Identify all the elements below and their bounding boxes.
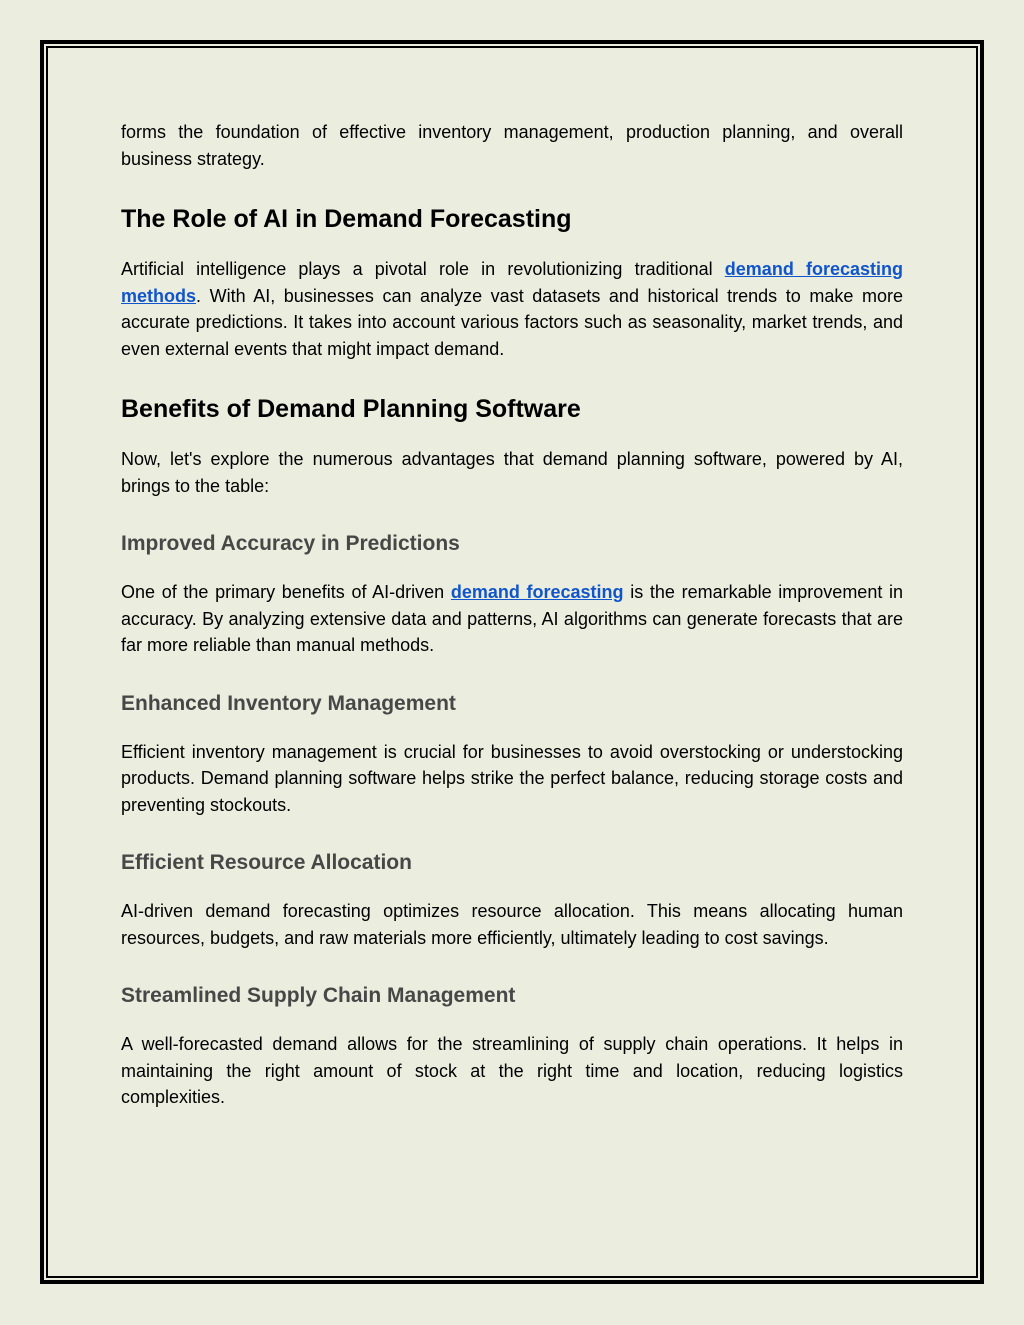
accuracy-text-before-link: One of the primary benefits of AI-driven: [121, 582, 451, 602]
benefits-intro-paragraph: Now, let's explore the numerous advantages that demand planning software, powered by AI, brings to the table:: [121, 449, 903, 496]
role-of-ai-paragraph: [121, 256, 903, 362]
accuracy-text-after-link: is the remarkable improvement in accuracy. By analyzing extensive data and patterns, AI algorithms can generate forecasts that are far more reliable than manual methods.: [121, 582, 904, 655]
role-of-ai-heading: The Role of AI in Demand Forecasting: [121, 205, 572, 233]
accuracy-subheading: Improved Accuracy in Predictions: [121, 532, 460, 555]
supply-chain-paragraph: A well-forecasted demand allows for the streamlining of supply chain operations. It helps in maintaining the right amount of stock at the right time and location, reducing logistics complexities.: [121, 1034, 903, 1107]
demand-forecasting-link[interactable]: demand forecasting: [450, 582, 624, 602]
role-text-after-link: . With AI, businesses can analyze vast datasets and historical trends to make more accurate predictions. It takes into account various factors such as seasonality, market trends, and even external events that might impact demand.: [121, 285, 903, 359]
document-body: [121, 119, 903, 1111]
demand-forecasting-methods-link[interactable]: demand forecasting methods: [121, 259, 903, 306]
supply-chain-subheading: Streamlined Supply Chain Management: [121, 984, 516, 1007]
benefits-heading: Benefits of Demand Planning Software: [121, 395, 581, 423]
inventory-paragraph: Efficient inventory management is crucial for businesses to avoid overstocking or understocking products. Demand planning software helps strike the perfect balance, reducing storage costs and preventing stockouts.: [121, 741, 903, 815]
resources-subheading: Efficient Resource Allocation: [121, 851, 412, 874]
accuracy-paragraph: [121, 579, 903, 659]
intro-paragraph: forms the foundation of effective inventory management, production planning, and overall business strategy.: [121, 122, 903, 169]
inventory-subheading: Enhanced Inventory Management: [121, 691, 456, 715]
role-text-before-link: Artificial intelligence plays a pivotal role in revolutionizing traditional: [121, 259, 725, 279]
resources-paragraph: AI-driven demand forecasting optimizes resource allocation. This means allocating human resources, budgets, and raw materials more efficiently, ultimately leading to cost savings.: [121, 901, 903, 948]
